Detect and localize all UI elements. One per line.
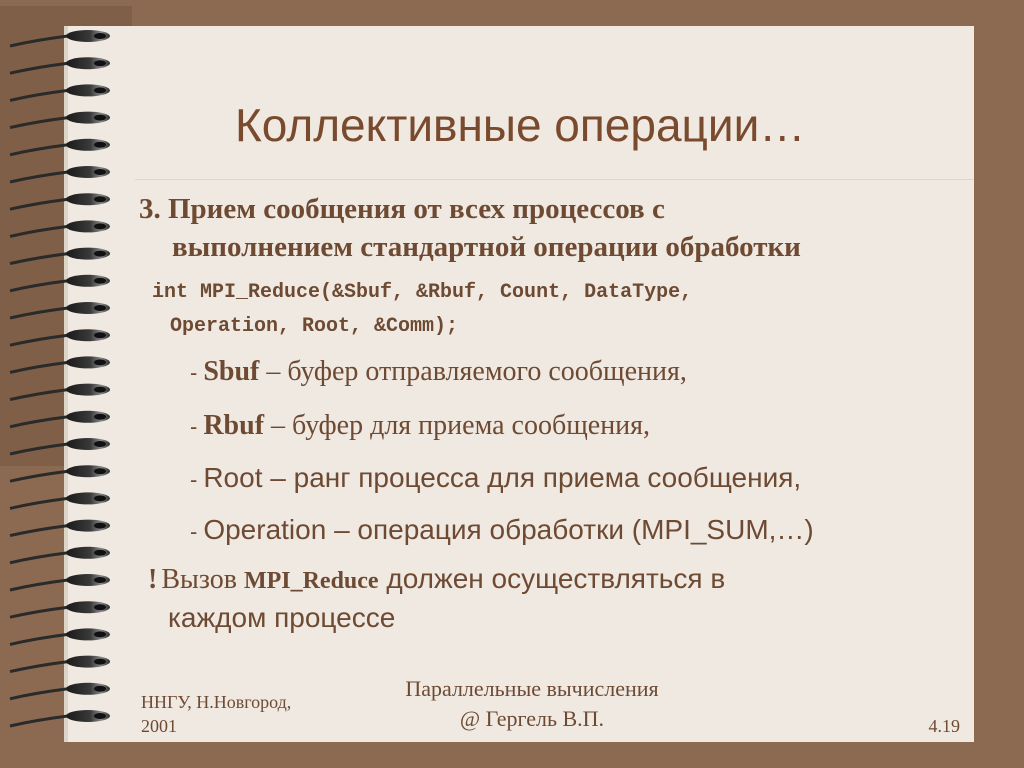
spiral-hole <box>94 631 106 637</box>
spiral-wire <box>10 226 68 236</box>
spiral-wire <box>10 716 68 726</box>
spiral-wire <box>10 281 68 291</box>
spiral-wire <box>10 634 68 644</box>
note-line-2: каждом процессе <box>168 602 396 633</box>
param-name: Root <box>203 462 263 493</box>
spiral-hole <box>94 713 106 719</box>
spiral-hole <box>94 60 106 66</box>
spiral-wire <box>10 417 68 427</box>
page-number: 4.19 <box>928 716 960 736</box>
bullet-dash: - <box>190 467 198 492</box>
spiral-hole <box>94 495 106 501</box>
spiral-wire <box>10 471 68 481</box>
spiral-wire <box>10 607 68 617</box>
exclamation-mark: ! <box>148 564 158 595</box>
heading-line-2: выполнением стандартной операции обработки <box>172 231 801 263</box>
spiral-wire <box>10 118 68 128</box>
spiral-hole <box>94 686 106 692</box>
list-item-operation <box>190 514 980 546</box>
spiral-wire <box>10 553 68 563</box>
spiral-hole <box>94 87 106 93</box>
spiral-hole <box>94 251 106 257</box>
param-description: – операция обработки (MPI_SUM,…) <box>326 514 814 545</box>
footer-course <box>372 674 692 734</box>
code-line-1: int MPI_Reduce(&Sbuf, &Rbuf, Count, DataType, <box>152 281 693 304</box>
spiral-wire <box>10 63 68 73</box>
spiral-hole <box>94 359 106 365</box>
spiral-hole <box>94 659 106 665</box>
section-heading <box>139 190 959 266</box>
spiral-wire <box>10 580 68 590</box>
spiral-hole <box>94 223 106 229</box>
spiral-hole <box>94 550 106 556</box>
param-description: – буфер для приема сообщения, <box>264 410 651 441</box>
spiral-hole <box>94 523 106 529</box>
spiral-wire <box>10 254 68 264</box>
spiral-wire <box>10 308 68 318</box>
heading-line-1: 3. Прием сообщения от всех процессов с <box>139 193 665 225</box>
spiral-hole <box>94 387 106 393</box>
footer-left-line-1: ННГУ, Н.Новгород, <box>141 692 292 712</box>
spiral-hole <box>94 577 106 583</box>
spiral-wire <box>10 526 68 536</box>
spiral-hole <box>94 142 106 148</box>
spiral-hole <box>94 169 106 175</box>
bullet-dash: - <box>190 414 198 439</box>
spiral-hole <box>94 33 106 39</box>
list-item-rbuf <box>190 410 980 442</box>
title-divider <box>135 179 974 180</box>
code-line-2: Operation, Root, &Comm); <box>170 315 459 338</box>
note-suffix: должен осуществляться в <box>378 563 726 594</box>
param-description: – ранг процесса для приема сообщения, <box>262 462 802 493</box>
spiral-hole <box>94 414 106 420</box>
function-signature <box>152 276 972 344</box>
spiral-wire <box>10 36 68 46</box>
note-paragraph <box>148 562 968 635</box>
footer-institution <box>141 690 341 738</box>
spiral-wire <box>10 689 68 699</box>
spiral-hole <box>94 332 106 338</box>
param-name: Rbuf <box>203 410 265 441</box>
spiral-wire <box>10 90 68 100</box>
spiral-wire <box>10 335 68 345</box>
footer-center-line-2: @ Гергель В.П. <box>459 706 605 731</box>
spiral-hole <box>94 468 106 474</box>
spiral-wire <box>10 145 68 155</box>
spiral-wire <box>10 662 68 672</box>
bullet-dash: - <box>190 519 198 544</box>
spiral-wire <box>10 362 68 372</box>
note-function: MPI_Reduce <box>243 568 379 594</box>
spiral-wire <box>10 390 68 400</box>
spiral-hole <box>94 305 106 311</box>
spiral-hole <box>94 115 106 121</box>
spiral-hole <box>94 196 106 202</box>
param-description: – буфер отправляемого сообщения, <box>259 356 687 387</box>
note-prefix: Вызов <box>161 564 244 595</box>
bullet-dash: - <box>190 360 198 385</box>
param-name: Sbuf <box>203 356 260 387</box>
param-name: Operation <box>203 514 327 545</box>
footer-left-line-2: 2001 <box>141 716 177 736</box>
spiral-wire <box>10 444 68 454</box>
slide-title: Коллективные операции… <box>235 99 806 151</box>
spiral-hole <box>94 278 106 284</box>
spiral-wire <box>10 199 68 209</box>
spiral-hole <box>94 441 106 447</box>
spiral-binding-icon <box>6 24 116 744</box>
spiral-wire <box>10 498 68 508</box>
spiral-hole <box>94 604 106 610</box>
footer-center-line-1: Параллельные вычисления <box>405 676 659 701</box>
spiral-wire <box>10 172 68 182</box>
list-item-sbuf <box>190 356 980 388</box>
list-item-root <box>190 462 980 494</box>
